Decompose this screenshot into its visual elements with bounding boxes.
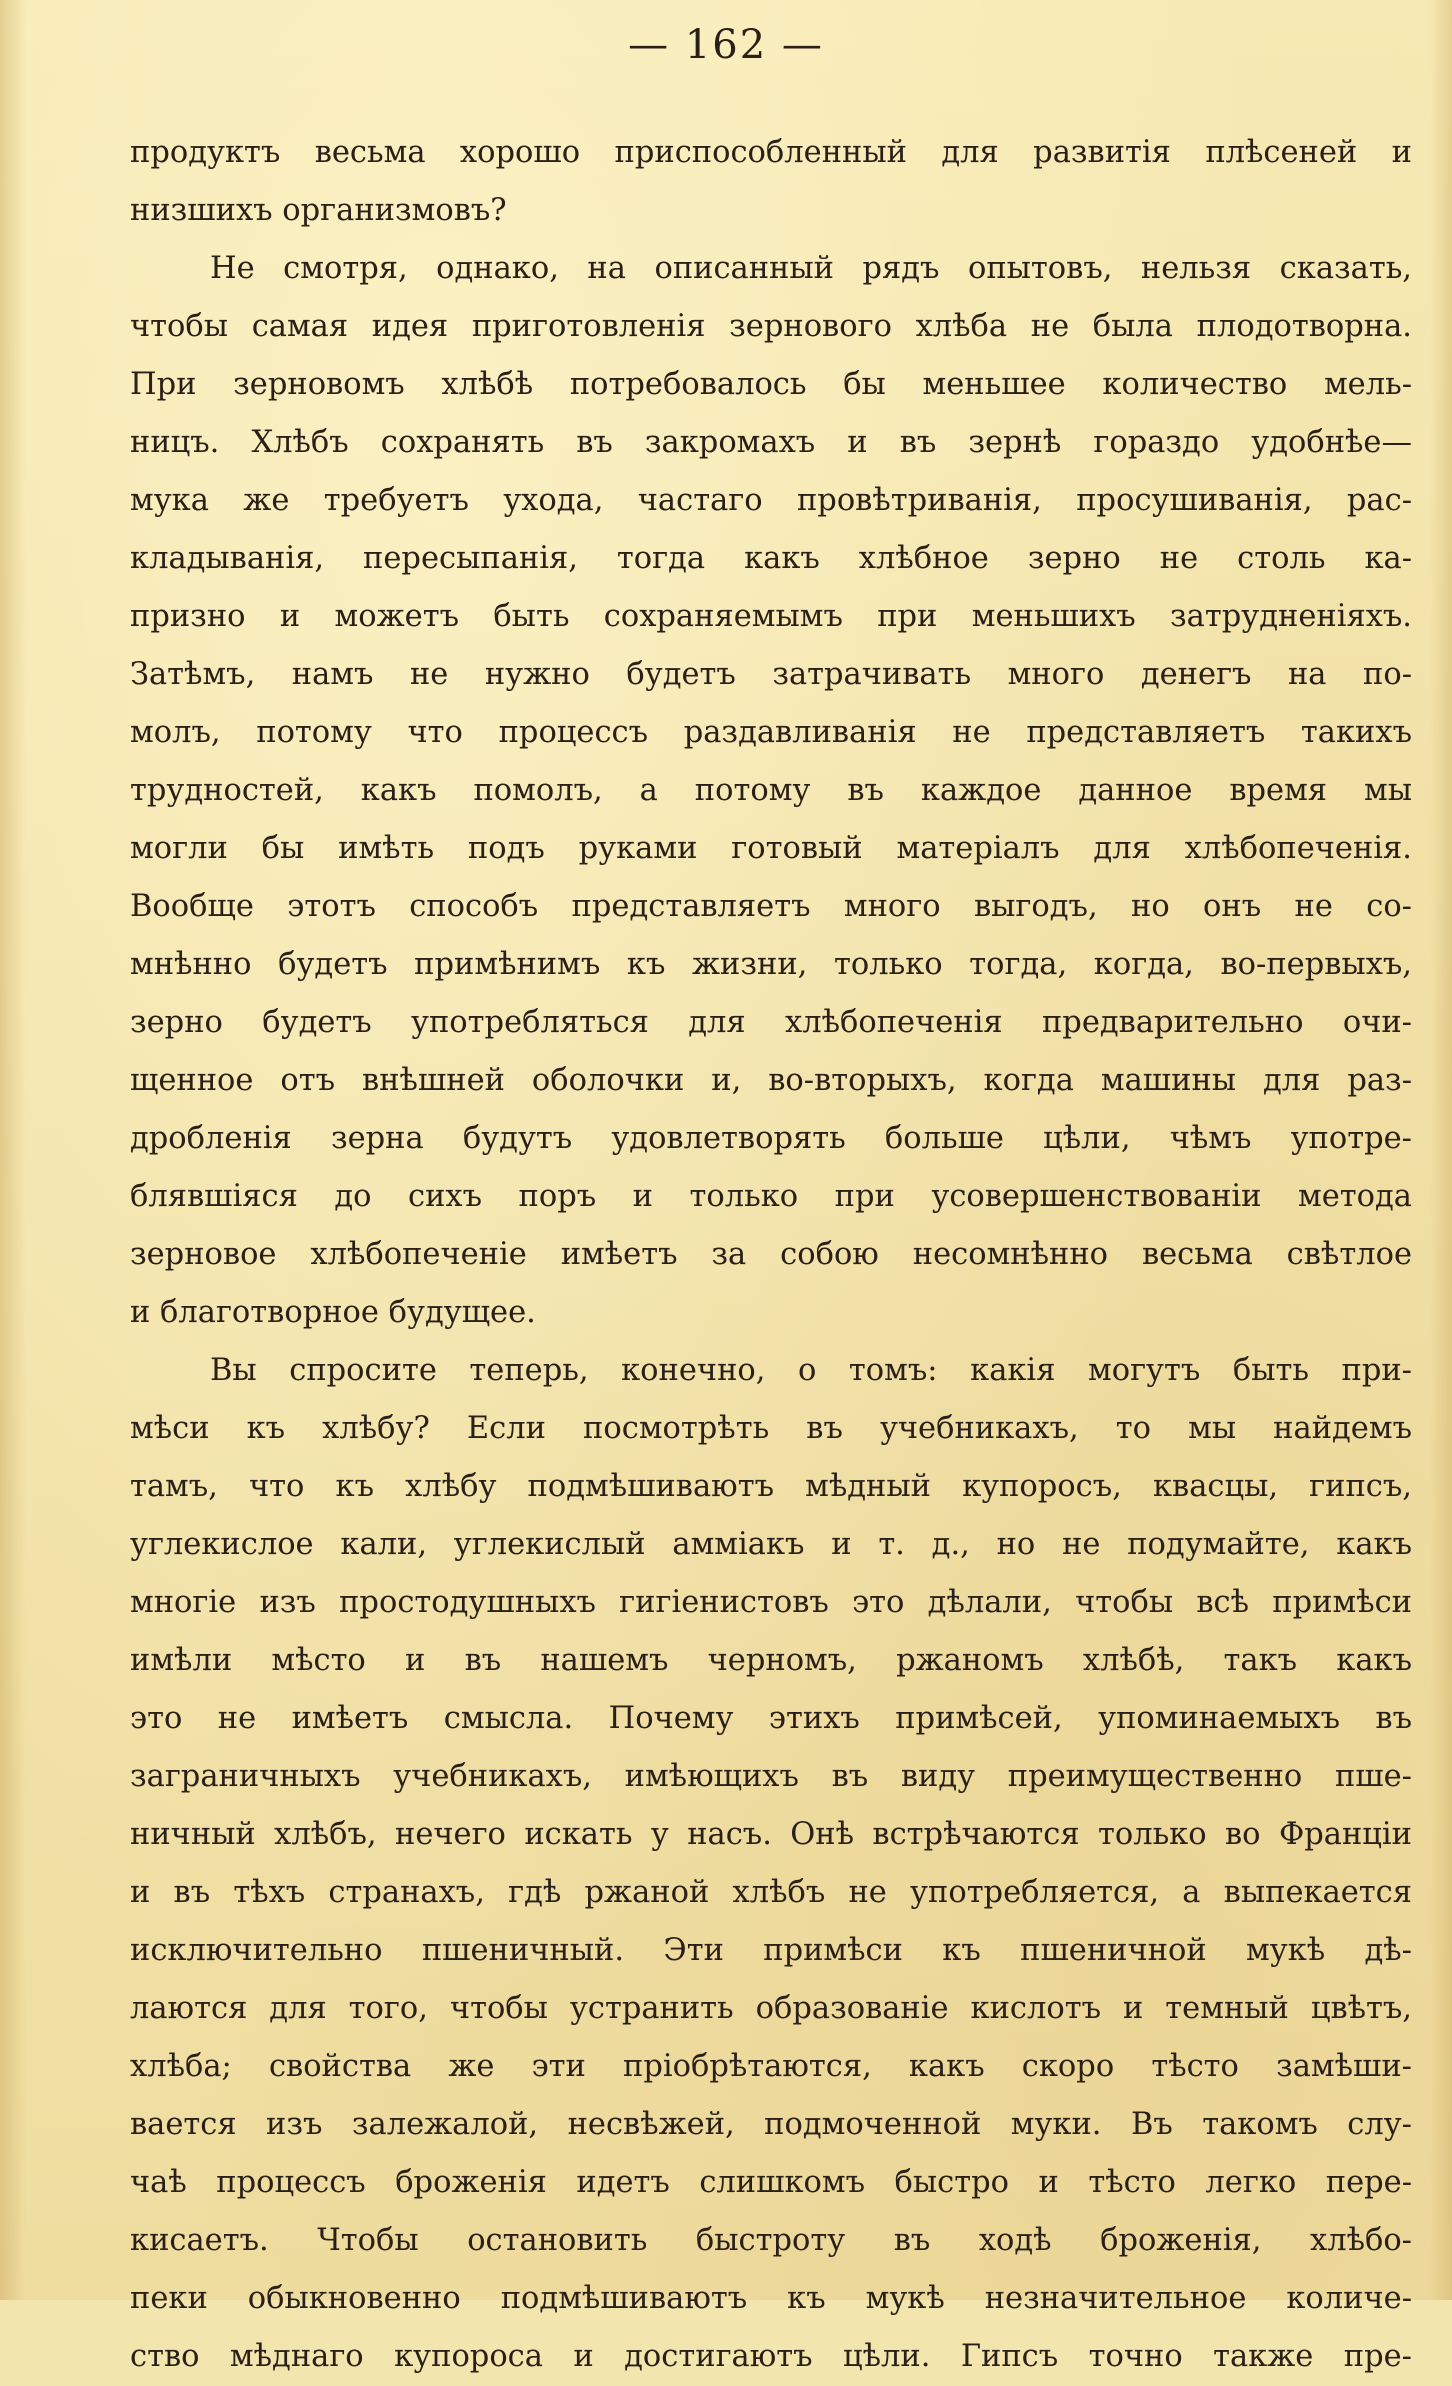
text-line: призно и можетъ быть сохраняемымъ при меньшихъ затрудненіяхъ. [130, 599, 1412, 634]
text-line: зерновое хлѣбопеченіе имѣетъ за собою несомнѣнно весьма свѣтлое [130, 1237, 1412, 1272]
text-line: щенное отъ внѣшней оболочки и, во-вторыхъ, когда машины для раз- [130, 1063, 1412, 1098]
text-line: кладыванія, пересыпанія, тогда какъ хлѣбное зерно не столь ка- [130, 541, 1412, 576]
page-number: — 162 — [628, 22, 824, 68]
text-line: исключительно пшеничный. Эти примѣси къ пшеничной мукѣ дѣ- [130, 1933, 1412, 1968]
text-line: это не имѣетъ смысла. Почему этихъ примѣсей, упоминаемыхъ въ [130, 1701, 1412, 1736]
text-line: Затѣмъ, намъ не нужно будетъ затрачивать много денегъ на по- [130, 657, 1412, 692]
text-line: мука же требуетъ ухода, частаго провѣтриванія, просушиванія, рас- [130, 483, 1412, 518]
text-line: низшихъ организмовъ? [130, 193, 507, 228]
text-line: чаѣ процессъ броженія идетъ слишкомъ быстро и тѣсто легко пере- [130, 2165, 1412, 2200]
text-line: ство мѣднаго купороса и достигаютъ цѣли. Гипсъ точно также пре- [130, 2339, 1412, 2374]
text-line: заграничныхъ учебникахъ, имѣющихъ въ виду преимущественно пше- [130, 1759, 1412, 1794]
text-line: имѣли мѣсто и въ нашемъ черномъ, ржаномъ хлѣбѣ, такъ какъ [130, 1643, 1412, 1678]
text-line: хлѣба; свойства же эти пріобрѣтаются, какъ скоро тѣсто замѣши- [130, 2049, 1412, 2084]
text-line: могли бы имѣть подъ руками готовый матеріалъ для хлѣбопеченія. [130, 831, 1412, 866]
text-line: вается изъ залежалой, несвѣжей, подмоченной муки. Въ такомъ слу- [130, 2107, 1412, 2142]
text-line: продуктъ весьма хорошо приспособленный для развитія плѣсеней и [130, 135, 1412, 170]
text-line: Вы спросите теперь, конечно, о томъ: какія могутъ быть при- [210, 1353, 1412, 1388]
text-line: чтобы самая идея приготовленія зернового хлѣба не была плодотворна. [130, 309, 1412, 344]
page-right-shadow [1430, 0, 1452, 2300]
text-line: ничный хлѣбъ, нечего искать у насъ. Онѣ встрѣчаются только во Франціи [130, 1817, 1412, 1852]
text-line: зерно будетъ употребляться для хлѣбопеченія предварительно очи- [130, 1005, 1412, 1040]
text-line: Вообще этотъ способъ представляетъ много выгодъ, но онъ не со- [130, 889, 1412, 924]
text-line: углекислое кали, углекислый аммiакъ и т. д., но не подумайте, какъ [130, 1527, 1412, 1562]
text-line: и благотворное будущее. [130, 1295, 536, 1330]
text-line: многіе изъ простодушныхъ гигіенистовъ это дѣлали, чтобы всѣ примѣси [130, 1585, 1412, 1620]
page-left-shadow [0, 0, 26, 2300]
text-line: Не смотря, однако, на описанный рядъ опытовъ, нельзя сказать, [210, 251, 1412, 286]
text-line: мнѣнно будетъ примѣнимъ къ жизни, только тогда, когда, во-первыхъ, [130, 947, 1412, 982]
text-line: лаются для того, чтобы устранить образованіе кислотъ и темный цвѣтъ, [130, 1991, 1412, 2026]
text-line: кисаетъ. Чтобы остановить быстроту въ ходѣ броженія, хлѣбо- [130, 2223, 1412, 2258]
body-text [130, 124, 1412, 2386]
text-line: При зерновомъ хлѣбѣ потребовалось бы меньшее количество мель- [130, 367, 1412, 402]
text-line: тамъ, что къ хлѣбу подмѣшиваютъ мѣдный купоросъ, квасцы, гипсъ, [130, 1469, 1412, 1504]
text-line: молъ, потому что процессъ раздавливанія не представляетъ такихъ [130, 715, 1412, 750]
text-line: блявшіяся до сихъ поръ и только при усовершенствованіи метода [130, 1179, 1412, 1214]
text-line: пеки обыкновенно подмѣшиваютъ къ мукѣ незначительное количе- [130, 2281, 1412, 2316]
text-line: мѣси къ хлѣбу? Если посмотрѣть въ учебникахъ, то мы найдемъ [130, 1411, 1412, 1446]
text-line: дробленія зерна будутъ удовлетворять больше цѣли, чѣмъ употре- [130, 1121, 1412, 1156]
text-line: ницъ. Хлѣбъ сохранять въ закромахъ и въ зернѣ гораздо удобнѣе— [130, 425, 1412, 460]
text-line: и въ тѣхъ странахъ, гдѣ ржаной хлѣбъ не употребляется, а выпекается [130, 1875, 1412, 1910]
text-line: трудностей, какъ помолъ, а потому въ каждое данное время мы [130, 773, 1412, 808]
